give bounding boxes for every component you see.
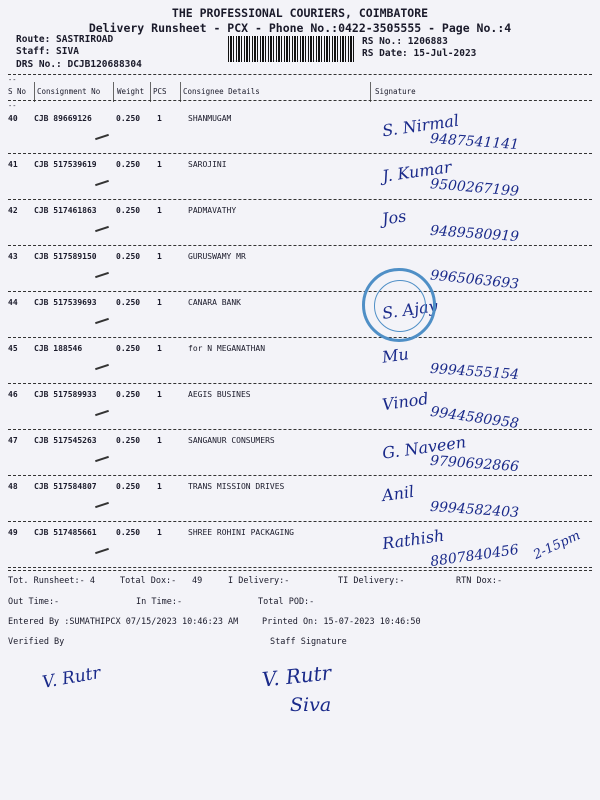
staff-label: Staff: SIVA <box>16 46 79 57</box>
seal-stamp <box>362 268 436 342</box>
row-consignee: SHANMUGAM <box>188 114 232 123</box>
row-weight: 0.250 <box>116 252 141 261</box>
table-row <box>0 478 600 524</box>
out-time: Out Time:- <box>8 597 60 607</box>
check-mark <box>95 180 109 186</box>
row-pcs: 1 <box>157 252 162 261</box>
table-row <box>0 294 600 340</box>
row-sno: 47 <box>8 436 18 445</box>
row-weight: 0.250 <box>116 344 141 353</box>
table-row <box>0 110 600 156</box>
rs-date: RS Date: 15-Jul-2023 <box>362 48 477 59</box>
row-pcs: 1 <box>157 344 162 353</box>
signature-name: J. Kumar <box>381 157 453 186</box>
divider-mark: -- <box>8 102 17 110</box>
col-pcs: PCS <box>153 87 167 96</box>
row-sno: 46 <box>8 390 18 399</box>
staff-signature-label: Staff Signature <box>270 637 347 647</box>
divider-mark: -- <box>8 76 17 84</box>
row-consignment: CJB 517485661 <box>34 528 97 537</box>
col-consignee: Consignee Details <box>183 87 260 96</box>
signature-name: Mu <box>380 344 410 367</box>
row-divider <box>8 291 592 292</box>
check-mark <box>95 502 109 508</box>
row-pcs: 1 <box>157 298 162 307</box>
row-consignee: for N MEGANATHAN <box>188 344 266 353</box>
row-consignment: CJB 517545263 <box>34 436 97 445</box>
signature-phone: 8807840456 <box>429 541 520 571</box>
row-weight: 0.250 <box>116 206 141 215</box>
signature-phone: 9500267199 <box>429 176 520 200</box>
in-time: In Time:- <box>136 597 183 607</box>
divider <box>8 570 592 571</box>
row-pcs: 1 <box>157 528 162 537</box>
row-divider <box>8 245 592 246</box>
col-sep <box>180 82 181 102</box>
row-sno: 44 <box>8 298 18 307</box>
time-note: 2-15pm <box>531 528 583 563</box>
check-mark <box>95 410 109 416</box>
row-weight: 0.250 <box>116 114 141 123</box>
signature-name: S. Ajay <box>380 296 439 323</box>
row-consignment: CJB 517539693 <box>34 298 97 307</box>
col-sep <box>370 82 371 102</box>
row-pcs: 1 <box>157 206 162 215</box>
check-mark <box>95 364 109 370</box>
row-sno: 45 <box>8 344 18 353</box>
table-row <box>0 340 600 386</box>
signature-name: Anil <box>380 481 416 506</box>
staff-signature-1: V. Rutr <box>260 660 333 692</box>
rtn-dox: RTN Dox:- <box>456 576 503 586</box>
row-consignee: SANGANUR CONSUMERS <box>188 436 275 445</box>
signature-name: S. Nirmal <box>381 110 461 141</box>
signature-phone: 9994582403 <box>429 498 520 522</box>
row-pcs: 1 <box>157 482 162 491</box>
signature-name: Rathish <box>380 525 446 554</box>
table-row <box>0 432 600 478</box>
ti-delivery: TI Delivery:- <box>338 576 405 586</box>
signature-phone: 9790692866 <box>429 452 520 476</box>
staff-signature-2: Siva <box>290 694 332 716</box>
row-weight: 0.250 <box>116 436 141 445</box>
signature-phone: 9944580958 <box>429 403 520 433</box>
row-consignee: SAROJINI <box>188 160 227 169</box>
row-consignment: CJB 517461863 <box>34 206 97 215</box>
row-sno: 42 <box>8 206 18 215</box>
row-pcs: 1 <box>157 160 162 169</box>
row-consignee: SHREE ROHINI PACKAGING <box>188 528 294 537</box>
tot-runsheet: Tot. Runsheet:- 4 <box>8 576 95 586</box>
i-delivery: I Delivery:- <box>228 576 290 586</box>
row-consignee: GURUSWAMY MR <box>188 252 246 261</box>
route-label: Route: SASTRIROAD <box>16 34 114 45</box>
row-weight: 0.250 <box>116 528 141 537</box>
check-mark <box>95 548 109 554</box>
signature-phone: 9489580919 <box>429 222 520 246</box>
drs-number: DRS No.: DCJB120688304 <box>16 59 142 70</box>
row-consignment: CJB 517539619 <box>34 160 97 169</box>
check-mark <box>95 456 109 462</box>
signature-phone: 9965063693 <box>429 267 520 293</box>
check-mark <box>95 226 109 232</box>
row-sno: 43 <box>8 252 18 261</box>
divider <box>8 100 592 101</box>
row-divider <box>8 567 592 568</box>
row-consignment: CJB 89669126 <box>34 114 92 123</box>
row-divider <box>8 475 592 476</box>
row-divider <box>8 521 592 522</box>
row-sno: 41 <box>8 160 18 169</box>
col-sno: S No <box>8 87 27 96</box>
signature-phone: 9487541141 <box>429 130 520 154</box>
total-dox-label: Total Dox:- <box>120 576 177 586</box>
signature-name: Jos <box>380 206 408 229</box>
rs-number: RS No.: 1206883 <box>362 36 448 47</box>
row-pcs: 1 <box>157 390 162 399</box>
row-consignee: CANARA BANK <box>188 298 241 307</box>
table-row <box>0 156 600 202</box>
signature-name: Vinod <box>380 388 430 415</box>
row-consignee: PADMAVATHY <box>188 206 237 215</box>
entered-by: Entered By :SUMATHIPCX 07/15/2023 10:46:23 AM <box>8 617 239 627</box>
table-row <box>0 524 600 570</box>
verified-by: Verified By <box>8 637 65 647</box>
row-pcs: 1 <box>157 114 162 123</box>
table-row <box>0 386 600 432</box>
row-divider <box>8 199 592 200</box>
total-pod: Total POD:- <box>258 597 315 607</box>
table-row <box>0 248 600 294</box>
row-weight: 0.250 <box>116 482 141 491</box>
col-weight: Weight <box>117 87 145 96</box>
row-consignment: CJB 517589150 <box>34 252 97 261</box>
row-consignment: CJB 517589933 <box>34 390 97 399</box>
row-sno: 49 <box>8 528 18 537</box>
row-divider <box>8 383 592 384</box>
col-signature: Signature <box>375 87 416 96</box>
row-consignment: CJB 188546 <box>34 344 83 353</box>
check-mark <box>95 318 109 324</box>
row-divider <box>8 337 592 338</box>
row-divider <box>8 429 592 430</box>
check-mark <box>95 134 109 140</box>
total-dox-value: 49 <box>192 576 203 586</box>
row-weight: 0.250 <box>116 390 141 399</box>
row-sno: 48 <box>8 482 18 491</box>
company-title: THE PROFESSIONAL COURIERS, COIMBATORE <box>171 6 429 20</box>
row-consignee: TRANS MISSION DRIVES <box>188 482 285 491</box>
row-consignee: AEGIS BUSINES <box>188 390 251 399</box>
table-row <box>0 202 600 248</box>
verifier-signature: V. Rutr <box>40 663 103 693</box>
col-sep <box>150 82 151 102</box>
printed-on: Printed On: 15-07-2023 10:46:50 <box>262 617 421 627</box>
runsheet-subtitle: Delivery Runsheet - PCX - Phone No.:0422-3505555 - Page No.:4 <box>88 21 512 35</box>
col-sep <box>113 82 114 102</box>
row-weight: 0.250 <box>116 160 141 169</box>
col-sep <box>34 82 35 102</box>
row-weight: 0.250 <box>116 298 141 307</box>
signature-name: G. Naveen <box>381 432 468 463</box>
barcode <box>228 36 356 62</box>
divider <box>8 74 592 75</box>
row-divider <box>8 153 592 154</box>
col-consignment: Consignment No <box>37 87 101 96</box>
row-sno: 40 <box>8 114 18 123</box>
row-pcs: 1 <box>157 436 162 445</box>
signature-phone: 9994555154 <box>429 360 520 384</box>
row-consignment: CJB 517584807 <box>34 482 97 491</box>
check-mark <box>95 272 109 278</box>
